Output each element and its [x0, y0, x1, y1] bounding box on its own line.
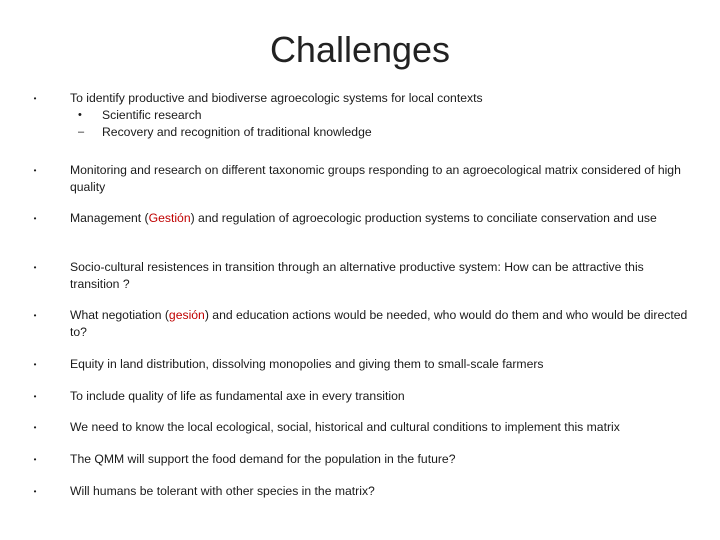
item-text: We need to know the local ecological, social, historical and cultural conditions to implement this matrix [70, 420, 620, 434]
highlight-word: Gestión [148, 211, 191, 225]
list-item-7 [30, 388, 690, 405]
item-text: To include quality of life as fundamental axe in every transition [70, 389, 405, 403]
bullet-icon: • [33, 392, 37, 401]
item-text: Socio-cultural resistences in transition through an alternative productive system: How can be attractive this transition ? [70, 260, 644, 291]
item-text-before: What negotiation ( [70, 308, 169, 322]
item-text-after: ) and regulation of agroecologic production systems to conciliate conservation and use [190, 211, 657, 225]
bullet-icon: • [33, 487, 37, 496]
sub-item-text: Scientific research [102, 108, 202, 122]
bullet-icon: • [33, 311, 37, 320]
list-item-4 [30, 259, 690, 293]
bullet-icon: • [33, 214, 37, 223]
item-text: Monitoring and research on different taxonomic groups responding to an agroecological matrix considered of high quality [70, 163, 681, 194]
item-text-after: ) and education actions would be needed, who would do them and who would be directed to? [70, 308, 688, 339]
list-item-9 [30, 451, 690, 468]
list-item-10 [30, 483, 690, 500]
dash-icon: – [78, 126, 85, 138]
sub-bullet-icon: • [78, 109, 82, 121]
highlight-word: gesión [168, 308, 205, 322]
item-text: To identify productive and biodiverse agroecologic systems for local contexts [70, 91, 483, 105]
bullet-icon: • [33, 263, 37, 272]
bullet-icon: • [33, 360, 37, 369]
sub-item-1 [70, 107, 690, 124]
list-item-3 [30, 210, 690, 227]
list-item-2 [30, 162, 690, 196]
list-item-8 [30, 419, 690, 436]
sub-item-2 [70, 124, 690, 141]
item-text: Will humans be tolerant with other species in the matrix? [70, 484, 375, 498]
list-item-1 [30, 90, 690, 141]
item-text: The QMM will support the food demand for the population in the future? [70, 452, 456, 466]
list-item-6 [30, 356, 690, 373]
bullet-icon: • [33, 455, 37, 464]
item-text: Equity in land distribution, dissolving monopolies and giving them to small-scale farmers [70, 357, 544, 371]
bullet-icon: • [33, 94, 37, 103]
bullet-icon: • [33, 423, 37, 432]
bullet-icon: • [33, 166, 37, 175]
list-item-5 [30, 307, 690, 341]
item-text-before: Management ( [70, 211, 149, 225]
slide-title: Challenges [269, 29, 451, 70]
sub-item-text: Recovery and recognition of traditional knowledge [102, 125, 372, 139]
